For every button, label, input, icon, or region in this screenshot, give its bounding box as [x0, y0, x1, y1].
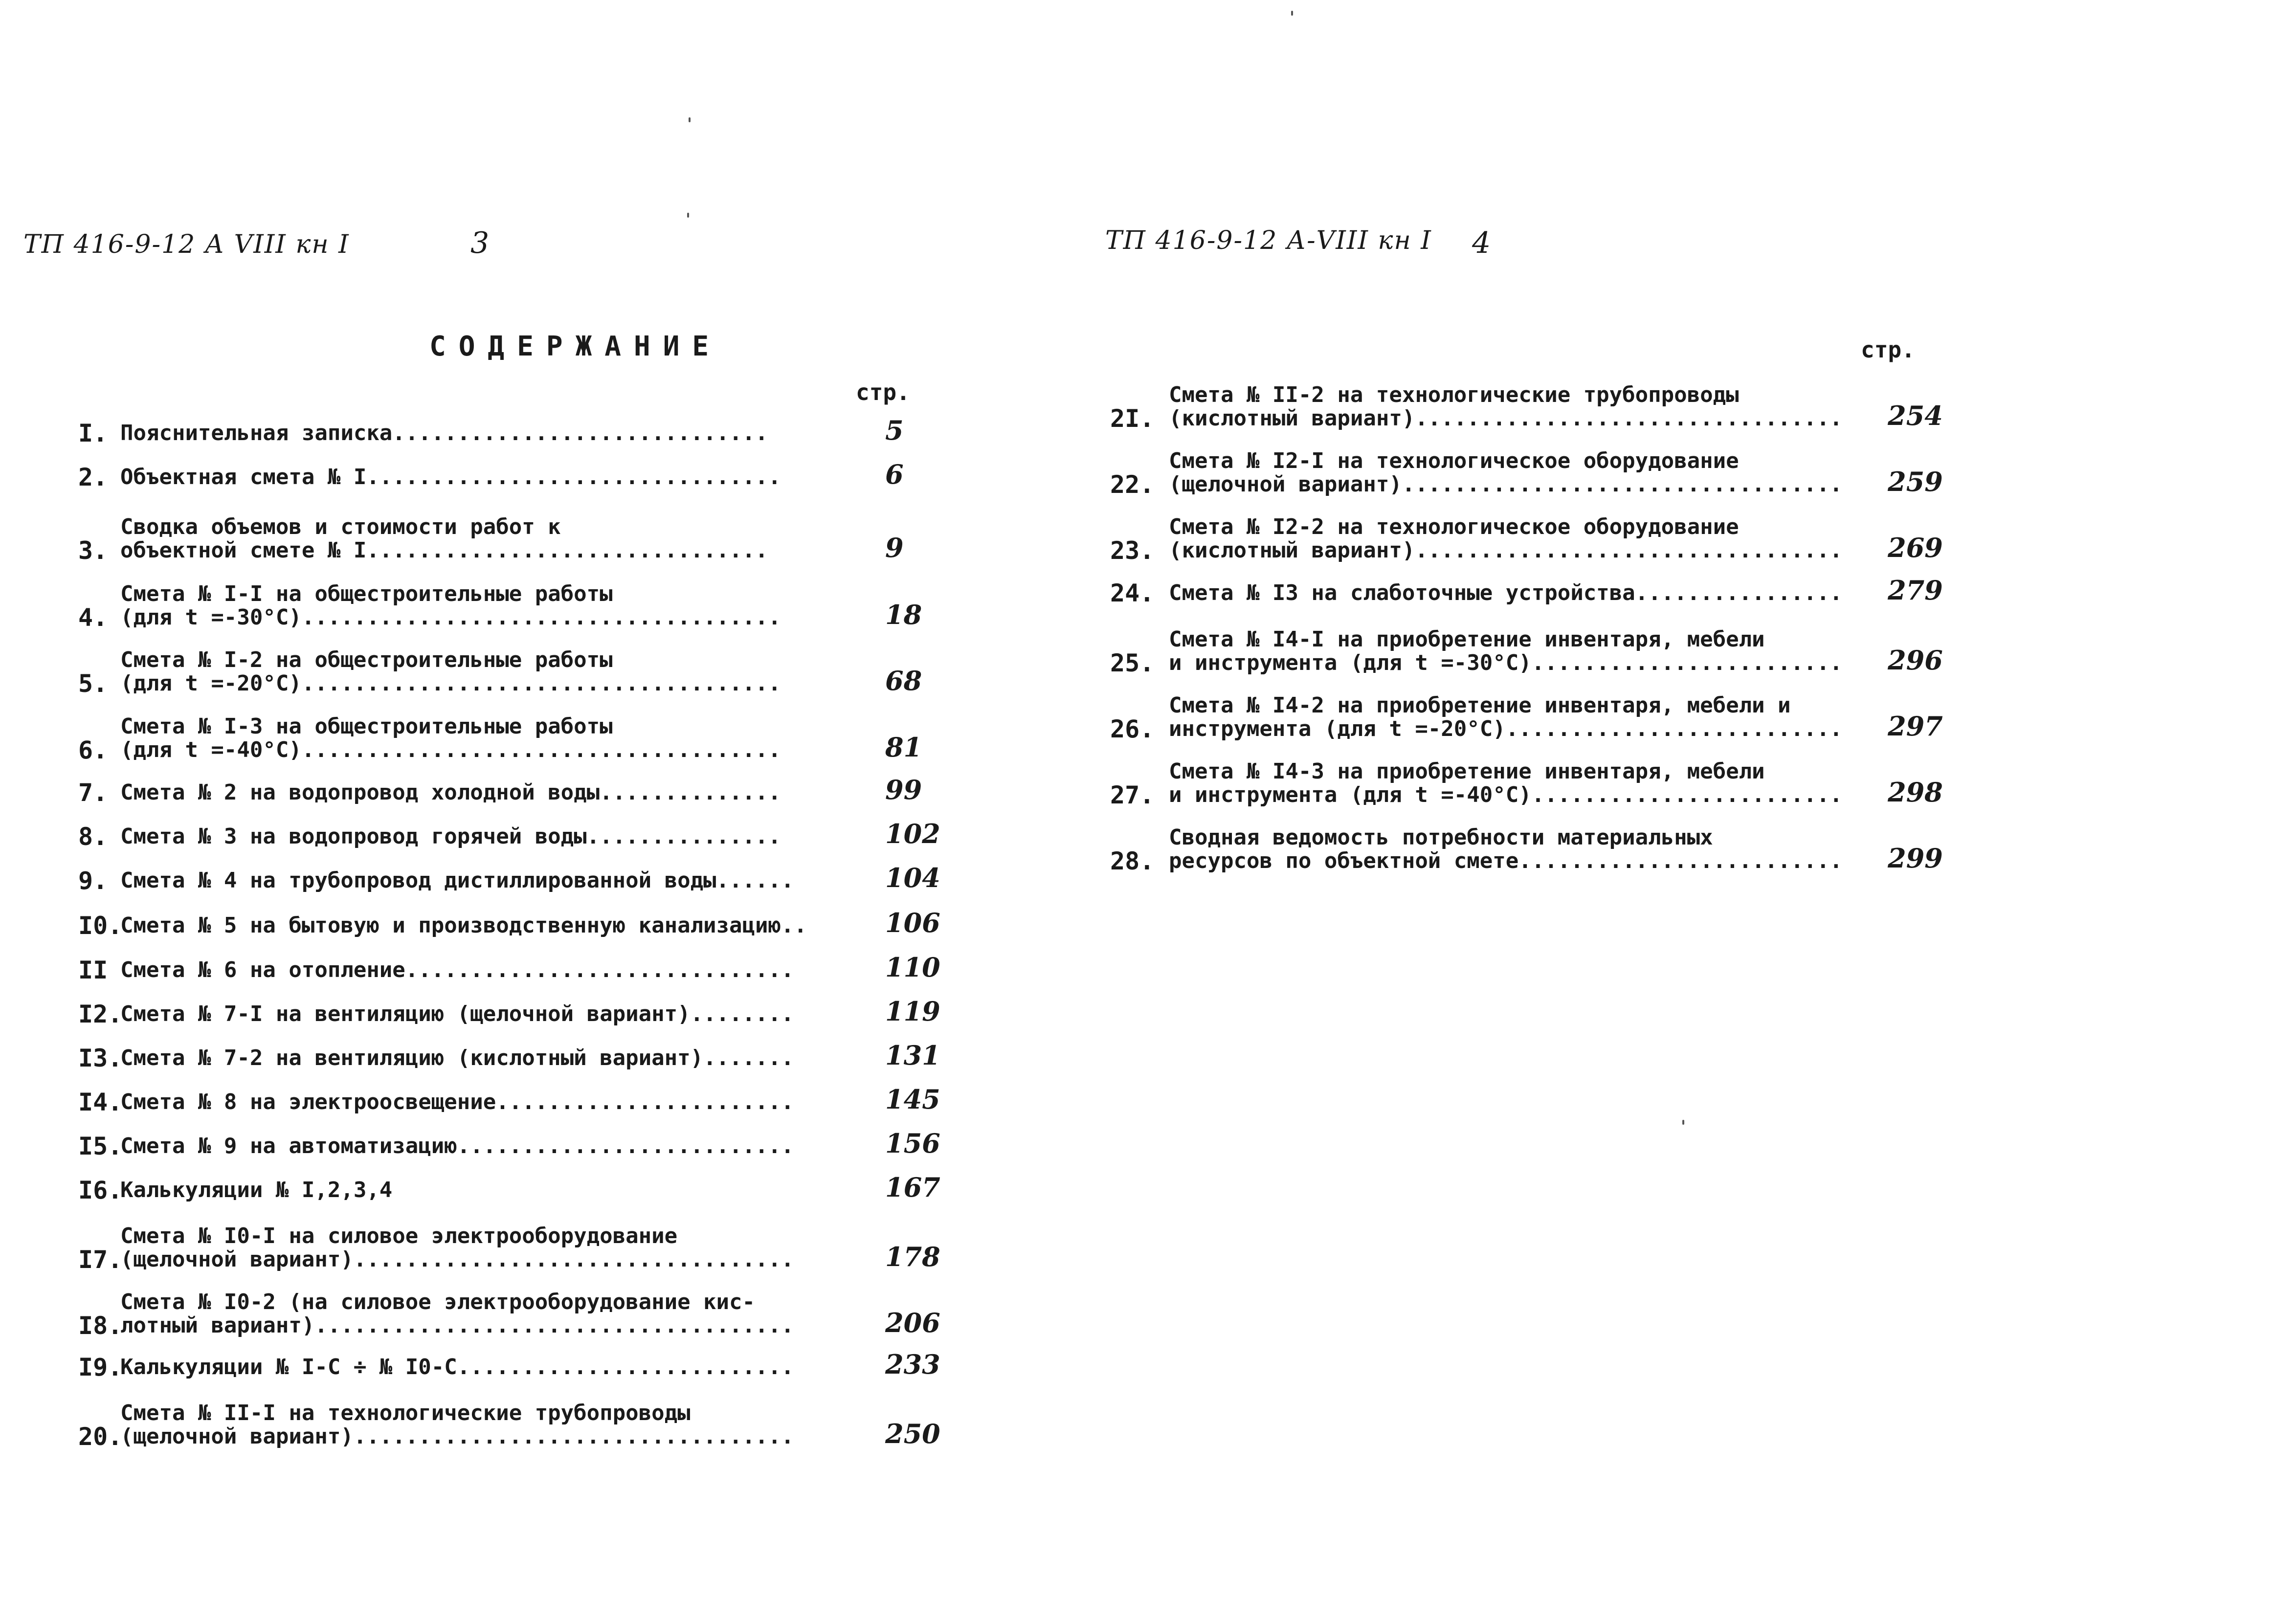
toc-entry — [78, 953, 939, 982]
entry-number: I9. — [78, 1353, 123, 1381]
entry-text: Смета № 8 на электроосвещение....................... — [120, 1090, 794, 1114]
entry-text: Смета № I0-2 (на силовое электрооборудование кис- лотный вариант)..................................... — [120, 1290, 794, 1337]
entry-page: 233 — [885, 1349, 940, 1380]
entry-number: 4. — [78, 603, 108, 632]
entry-number: 26. — [1110, 715, 1155, 743]
entry-page: 110 — [885, 952, 940, 983]
toc-entry — [1110, 819, 1942, 873]
toc-entry — [78, 1173, 939, 1202]
toc-entry — [1110, 687, 1942, 741]
entry-text: Смета № I2-I на технологическое оборудование (щелочной вариант).................................. — [1169, 449, 1843, 496]
entry-number: I6. — [78, 1176, 123, 1204]
entry-number: 24. — [1110, 579, 1155, 607]
entry-text: Смета № 9 на автоматизацию.......................... — [120, 1135, 794, 1158]
entry-page: 269 — [1888, 532, 1943, 563]
entry-number: 3. — [78, 536, 108, 565]
entry-number: 8. — [78, 823, 108, 851]
toc-entry — [1110, 377, 1943, 433]
entry-text: Смета № 6 на отопление.............................. — [120, 958, 794, 982]
entry-page: 9 — [885, 532, 904, 563]
toc-entry — [78, 509, 939, 565]
toc-entry — [78, 576, 939, 632]
entry-text: Смета № 7-2 на вентиляцию (кислотный вариант)....... — [120, 1046, 794, 1070]
entry-number: II — [78, 956, 108, 984]
entry-number: I0. — [78, 912, 123, 940]
entry-page: 156 — [885, 1128, 940, 1159]
toc-entry — [78, 1350, 939, 1379]
entry-page: 68 — [885, 665, 922, 696]
toc-entry — [78, 1395, 940, 1451]
toc-entry — [78, 460, 939, 489]
entry-page: 167 — [885, 1172, 940, 1203]
entry-text: Смета № I2-2 на технологическое оборудование (кислотный вариант)................................. — [1169, 515, 1843, 562]
page-column-label: стр. — [1861, 336, 1915, 363]
toc-entry — [78, 708, 939, 762]
entry-page: 106 — [885, 907, 940, 938]
entry-text: Объектная смета № I................................ — [120, 466, 781, 489]
entry-text: Калькуляции № I,2,3,4 — [120, 1179, 393, 1202]
entry-number: 22. — [1110, 470, 1155, 499]
entry-text: Смета № 7-I на вентиляцию (щелочной вариант)........ — [120, 1002, 794, 1026]
entry-number: I3. — [78, 1044, 123, 1072]
entry-text: Калькуляции № I-С ÷ № I0-С.......................... — [120, 1356, 794, 1379]
entry-text: Смета № II-2 на технологические трубопроводы (кислотный вариант)................................. — [1169, 383, 1843, 430]
entry-number: 2I. — [1110, 404, 1155, 433]
entry-text: Смета № I-I на общестроительные работы (для t =-30°C)..................................... — [120, 582, 781, 629]
toc-entry — [1110, 753, 1942, 807]
entry-text: Смета № 5 на бытовую и производственную канализацию.. — [120, 914, 807, 937]
entry-page: 5 — [885, 415, 904, 446]
entry-page: 145 — [885, 1084, 940, 1115]
entry-page: 297 — [1888, 711, 1943, 742]
entry-page: 250 — [885, 1418, 940, 1449]
toc-entry — [78, 1284, 940, 1340]
entry-text: Пояснительная записка............................. — [120, 422, 768, 445]
entry-text: Смета № I4-2 на приобретение инвентаря, мебели и инструмента (для t =-20°C).......................... — [1169, 694, 1843, 741]
entry-page: 296 — [1888, 645, 1943, 676]
toc-entry — [78, 642, 939, 698]
scan-speck — [689, 117, 691, 122]
entry-number: 9. — [78, 867, 108, 895]
entry-page: 119 — [885, 996, 940, 1027]
entry-number: 25. — [1110, 649, 1155, 677]
page-number: 4 — [1472, 226, 1491, 260]
entry-number: I8. — [78, 1312, 123, 1340]
scan-speck — [1682, 1120, 1684, 1125]
entry-text: Смета № 2 на водопровод холодной воды.............. — [120, 781, 781, 804]
entry-text: Смета № II-I на технологические трубопроводы (щелочной вариант).................................. — [120, 1402, 794, 1448]
entry-text: Смета № I-2 на общестроительные работы (для t =-20°C)..................................... — [120, 648, 781, 695]
entry-number: 7. — [78, 779, 108, 807]
entry-text: Смета № 3 на водопровод горячей воды............... — [120, 825, 781, 848]
scan-speck — [687, 213, 689, 218]
entry-text: Смета № I3 на слаботочные устройства................ — [1169, 581, 1843, 605]
entry-number: 23. — [1110, 536, 1155, 565]
toc-entry — [78, 1085, 939, 1114]
left-page — [0, 0, 1100, 1624]
entry-number: 6. — [78, 736, 108, 764]
toc-entry — [78, 1129, 939, 1158]
entry-number: 2. — [78, 463, 108, 491]
toc-entry — [78, 774, 939, 807]
entry-number: 5. — [78, 669, 108, 698]
document-code: ТП 416-9-12 А VIII кн I — [23, 230, 350, 259]
document-code: ТП 416-9-12 А-VIII кн I — [1105, 226, 1432, 255]
toc-entry — [78, 997, 939, 1026]
page-column-label: стр. — [856, 379, 910, 405]
entry-page: 254 — [1888, 400, 1943, 431]
toc-entry — [78, 1218, 940, 1274]
entry-page: 299 — [1888, 843, 1943, 874]
page-number: 3 — [470, 226, 490, 260]
entry-text: Смета № 4 на трубопровод дистиллированной воды...... — [120, 869, 794, 892]
entry-number: I5. — [78, 1132, 123, 1160]
entry-number: I7. — [78, 1246, 123, 1274]
entry-number: 20. — [78, 1423, 123, 1451]
entry-page: 206 — [885, 1307, 940, 1338]
entry-page: 259 — [1888, 466, 1943, 497]
entry-number: 27. — [1110, 781, 1155, 809]
entry-text: Смета № I4-I на приобретение инвентаря, мебели и инструмента (для t =-30°C)........................ — [1169, 628, 1843, 675]
toc-entry — [78, 907, 940, 940]
entry-number: 28. — [1110, 847, 1155, 875]
toc-entry — [1110, 443, 1943, 499]
toc-entry — [1110, 576, 1942, 605]
entry-page: 178 — [885, 1241, 940, 1272]
entry-text: Смета № I0-I на силовое электрооборудование (щелочной вариант).................................. — [120, 1224, 794, 1271]
toc-entry — [78, 818, 940, 851]
toc-title: СОДЕРЖАНИЕ — [429, 331, 722, 362]
entry-page: 102 — [885, 818, 940, 849]
entry-text: Сводная ведомость потребности материальных ресурсов по объектной смете......................... — [1169, 826, 1843, 873]
entry-page: 6 — [885, 459, 904, 490]
entry-number: I4. — [78, 1088, 123, 1116]
toc-entry — [78, 416, 939, 445]
entry-text: Сводка объемов и стоимости работ к объектной смете № I............................... — [120, 515, 768, 562]
entry-page: 131 — [885, 1040, 940, 1071]
entry-page: 18 — [885, 599, 922, 630]
toc-entry — [1110, 509, 1943, 565]
entry-page: 81 — [885, 732, 922, 763]
entry-text: Смета № I4-3 на приобретение инвентаря, мебели и инструмента (для t =-40°C)........................ — [1169, 760, 1843, 807]
entry-number: I2. — [78, 1000, 123, 1028]
entry-text: Смета № I-3 на общестроительные работы (для t =-40°C)..................................... — [120, 715, 781, 762]
toc-entry — [78, 862, 940, 895]
entry-page: 298 — [1888, 777, 1943, 808]
entry-page: 99 — [885, 774, 922, 805]
toc-entry — [1110, 621, 1942, 675]
entry-number: I. — [78, 419, 108, 447]
toc-entry — [78, 1041, 939, 1070]
entry-page: 104 — [885, 862, 940, 893]
scan-speck — [1291, 11, 1293, 16]
right-page — [1100, 0, 2277, 1624]
entry-page: 279 — [1888, 575, 1943, 606]
